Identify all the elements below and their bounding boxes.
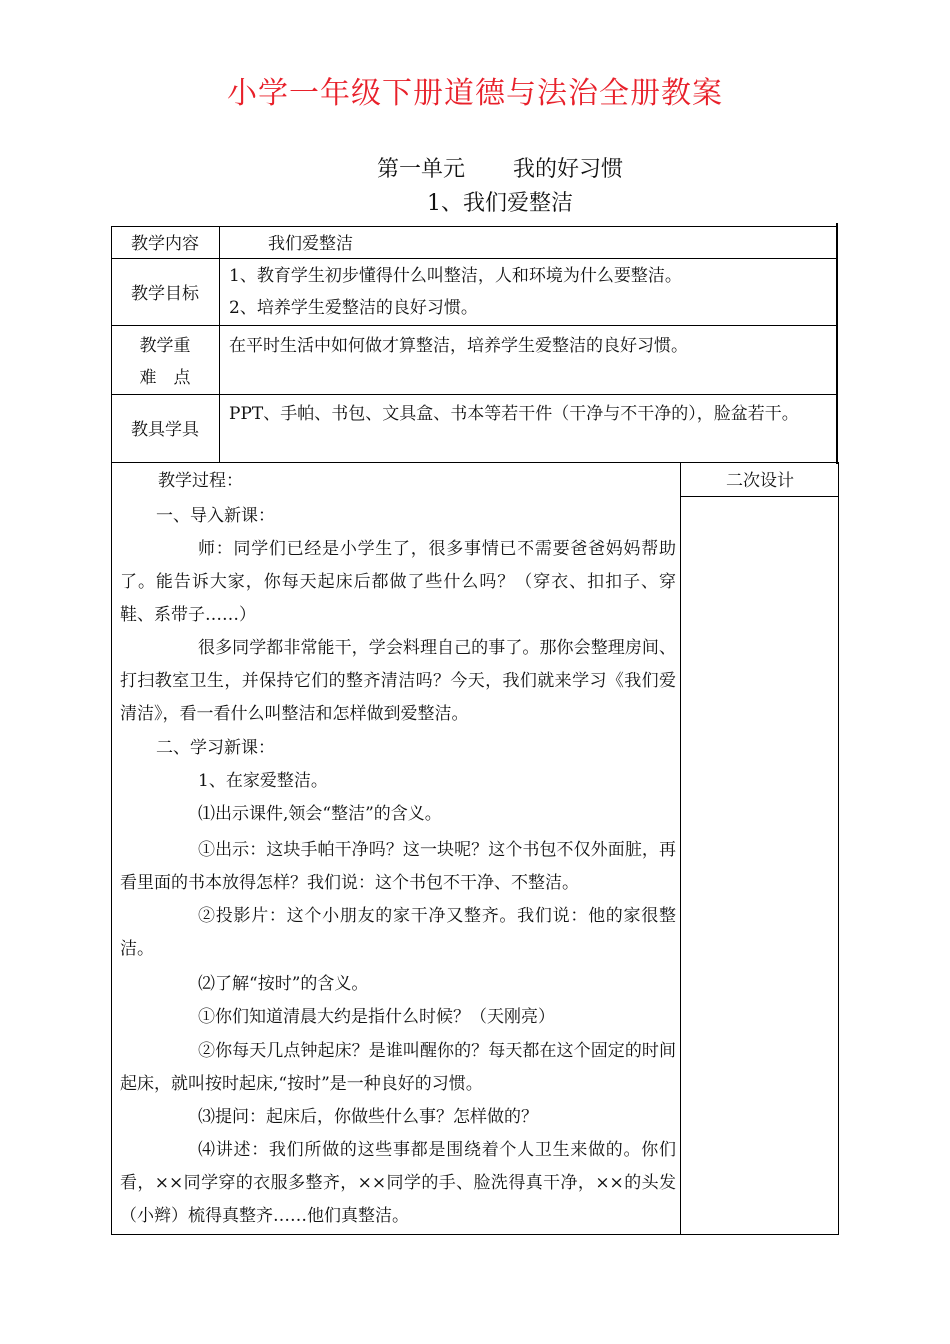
- goal-item: 2、培养学生爱整洁的良好习惯。: [229, 298, 478, 318]
- process-paragraph: ⑵了解“按时”的含义。: [198, 974, 369, 994]
- content-label: 教学内容: [131, 234, 199, 254]
- process-paragraph: ②投影片：这个小朋友的家干净又整齐。我们说：他的家很整洁。: [120, 906, 676, 959]
- key-points-value: 在平时生活中如何做才算整洁，培养学生爱整洁的良好习惯。: [229, 336, 688, 356]
- key-points-label: 难 点: [139, 368, 191, 388]
- row-divider: [111, 325, 837, 326]
- second-design-label: 二次设计: [726, 471, 794, 491]
- process-paragraph: ⑶提问：起床后，你做些什么事？怎样做的？: [198, 1107, 538, 1127]
- process-paragraph: ⑴出示课件,领会“整洁”的含义。: [198, 804, 442, 824]
- goal-item: 1、教育学生初步懂得什么叫整洁，人和环境为什么要整洁。: [229, 266, 682, 286]
- unit-label: 第一单元: [376, 157, 465, 182]
- process-header: 教学过程：: [158, 471, 243, 491]
- document-title: 小学一年级下册道德与法治全册教案: [227, 76, 723, 111]
- process-paragraph: 1、在家爱整洁。: [198, 771, 328, 791]
- row-divider: [111, 394, 837, 395]
- process-paragraph: ②你每天几点钟起床？是谁叫醒你的？每天都在这个固定的时间起床，就叫按时起床,“按时”是一种良好的习惯。: [120, 1041, 676, 1094]
- key-points-label: 教学重: [139, 336, 191, 356]
- process-paragraph: ⑷讲述：我们所做的这些事都是围绕着个人卫生来做的。你们看，××同学穿的衣服多整齐，××同学的手、脸洗得真干净，××的头发（小辫）梳得真整齐……他们真整洁。: [120, 1140, 676, 1226]
- goals-label: 教学目标: [131, 284, 199, 304]
- content-value: 我们爱整洁: [268, 234, 353, 254]
- section-heading: 一、导入新课：: [156, 506, 275, 526]
- label-column-divider: [219, 226, 220, 463]
- tools-value: PPT、手帕、书包、文具盒、书本等若干件（干净与不干净的），脸盆若干。: [229, 404, 799, 424]
- unit-heading: [0, 152, 950, 183]
- lesson-title: 1、我们爱整洁: [427, 191, 573, 216]
- table-right-shadow: [836, 223, 838, 464]
- section-heading: 二、学习新课：: [156, 738, 275, 758]
- process-paragraph: 很多同学都非常能干，学会料理自己的事了。那你会整理房间、打扫教室卫生，并保持它们的整齐清洁吗？今天，我们就来学习《我们爱清洁》，看一看什么叫整洁和怎样做到爱整洁。: [120, 638, 676, 724]
- process-paragraph: 师：同学们已经是小学生了，很多事情已不需要爸爸妈妈帮助了。能告诉大家，你每天起床后都做了些什么吗？（穿衣、扣扣子、穿鞋、系带子……）: [120, 539, 676, 625]
- process-paragraph: ①你们知道清晨大约是指什么时候？（天刚亮）: [198, 1007, 555, 1027]
- design-column-divider: [680, 462, 681, 1235]
- unit-name: 我的好习惯: [513, 157, 624, 182]
- tools-label: 教具学具: [131, 420, 199, 440]
- process-paragraph: ①出示：这块手帕干净吗？这一块呢？这个书包不仅外面脏，再看里面的书本放得怎样？我们说：这个书包不干净、不整洁。: [120, 840, 676, 893]
